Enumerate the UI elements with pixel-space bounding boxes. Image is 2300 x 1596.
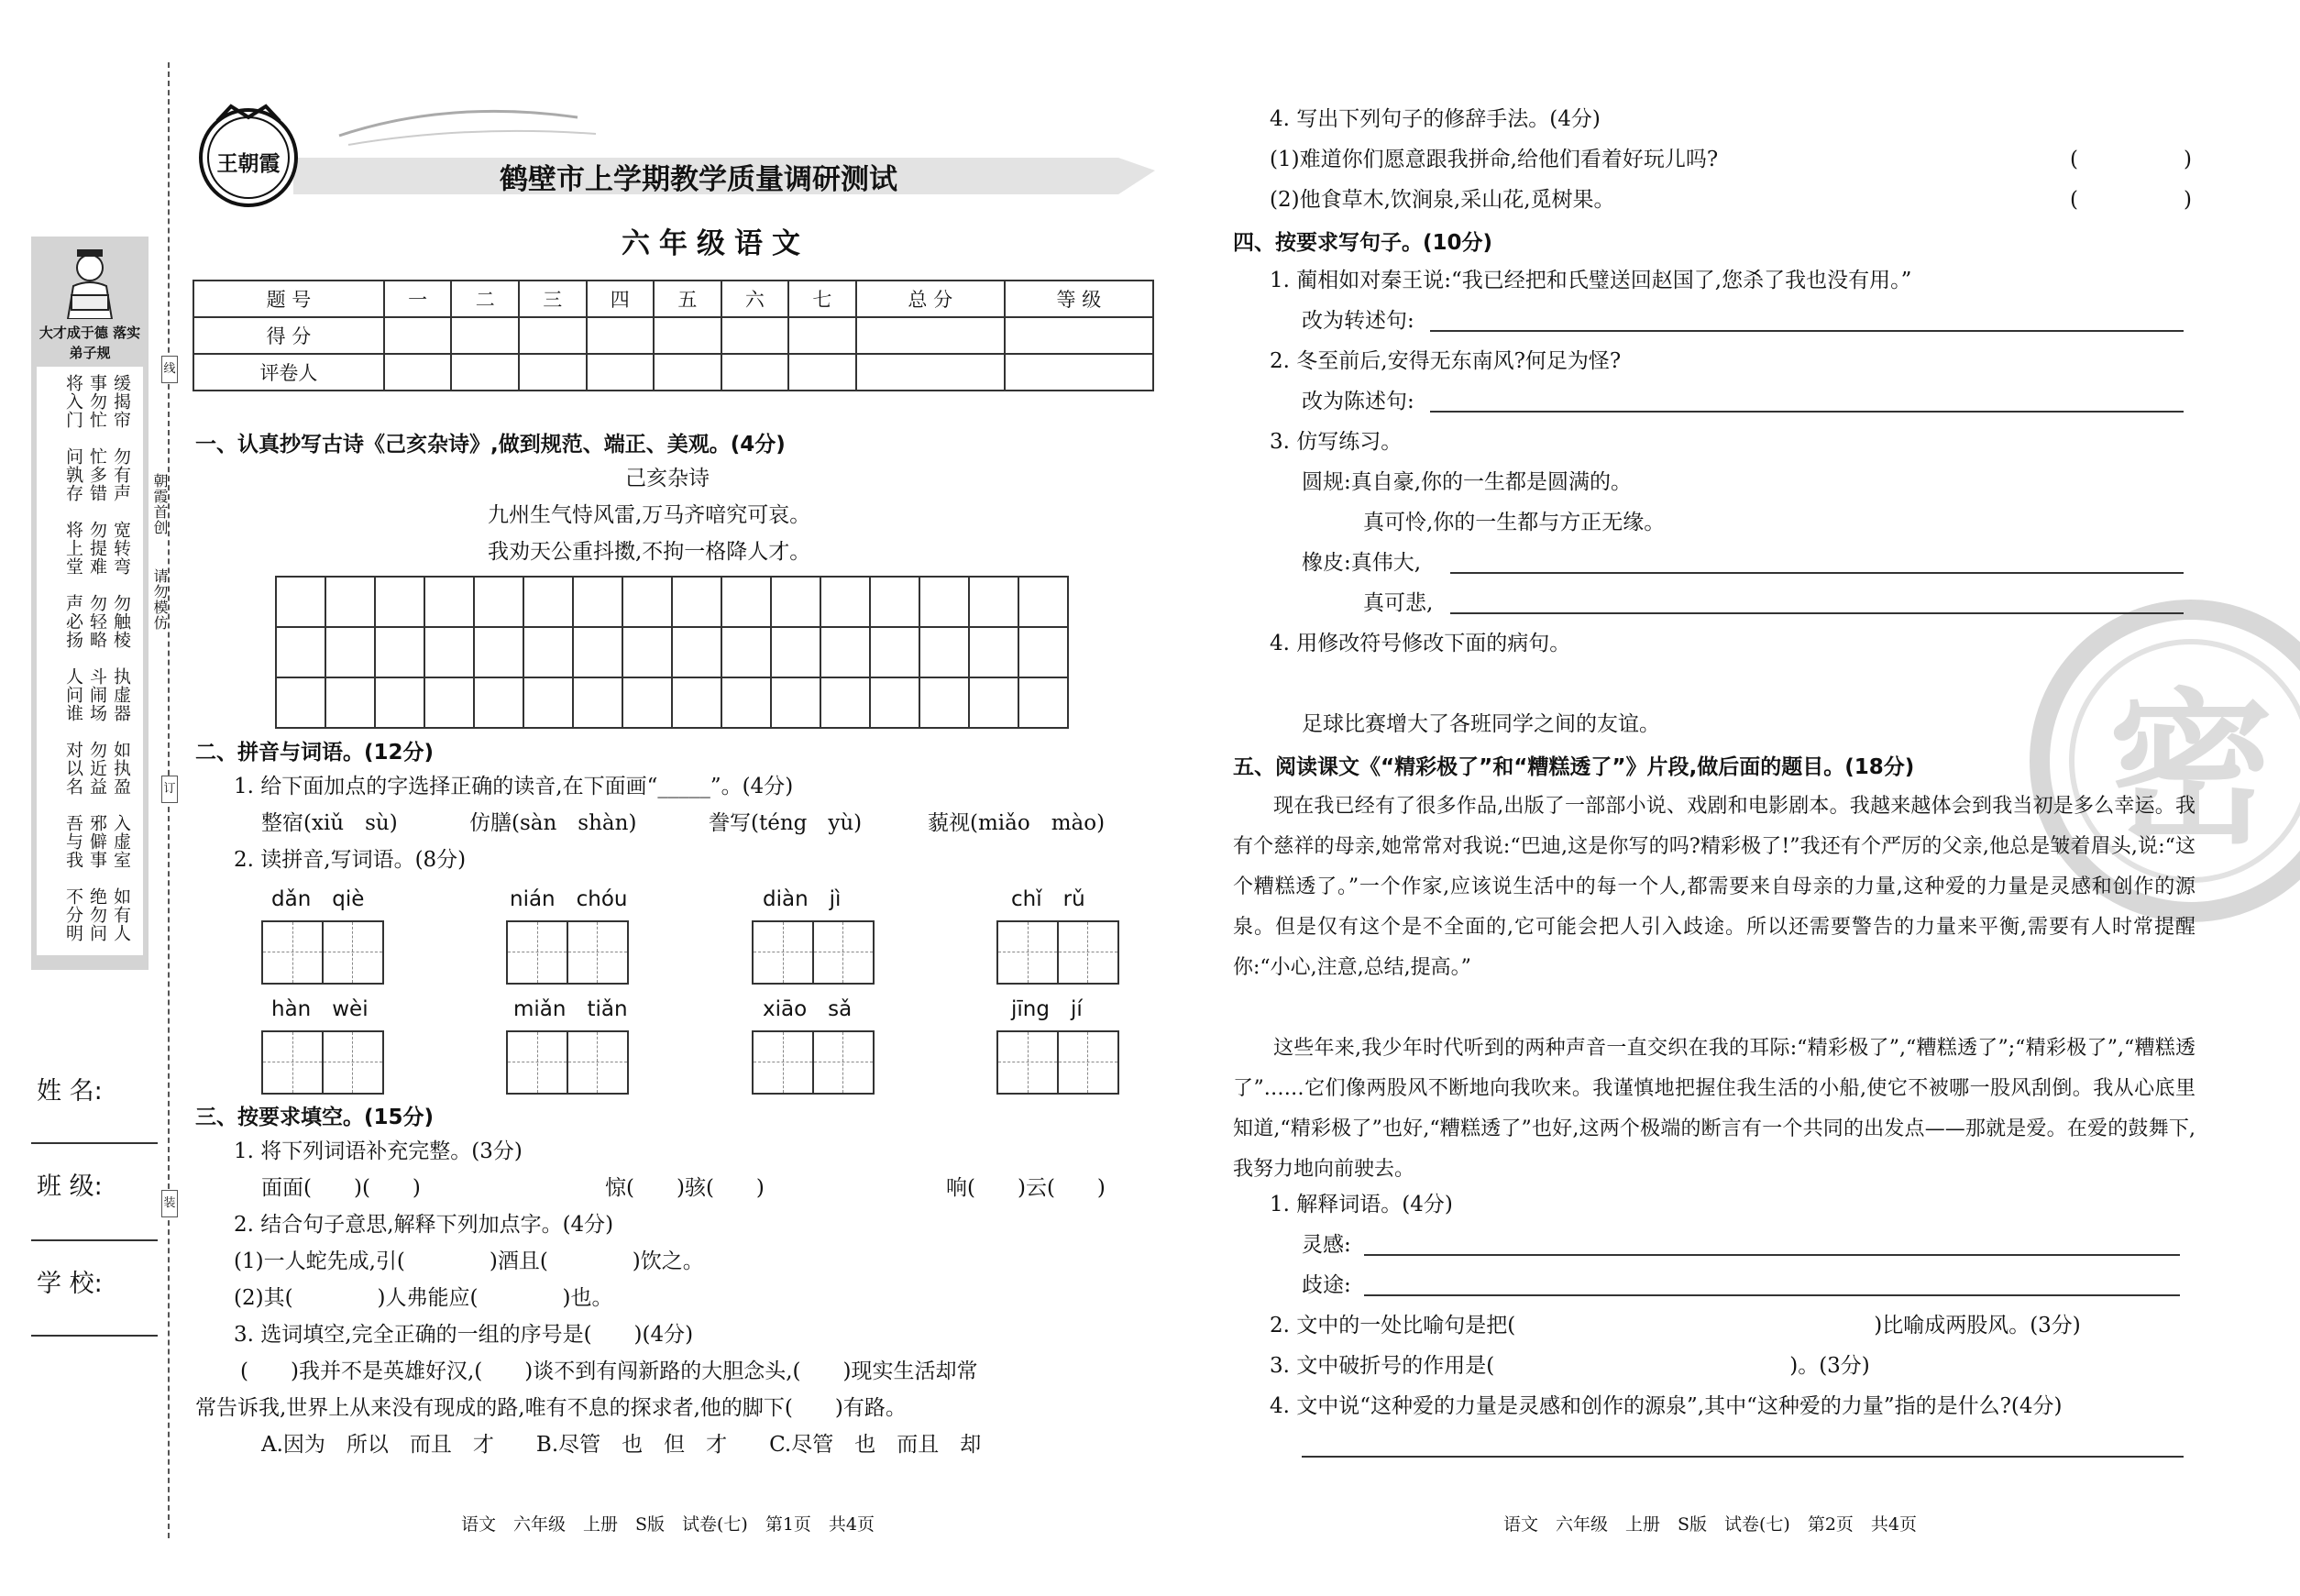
score-cell[interactable] <box>856 317 1005 354</box>
grid-cell[interactable] <box>672 577 721 627</box>
grader-cell[interactable] <box>654 354 721 391</box>
imitation-label: 橡皮:真伟大, <box>1302 551 1422 575</box>
question-4-2: 2. 冬至前后,安得无东南风?何足为怪? <box>1270 349 1622 373</box>
grid-cell[interactable] <box>474 677 523 728</box>
grid-cell[interactable] <box>721 677 771 728</box>
grid-cell[interactable] <box>424 577 474 627</box>
idiom-blank[interactable]: 面面( )( ) <box>261 1176 421 1200</box>
subject-title: 六年级语文 <box>622 227 809 260</box>
grid-cell[interactable] <box>622 627 672 677</box>
sidebar-col: 入虚室 <box>111 814 131 869</box>
answer-line[interactable] <box>1450 572 2184 574</box>
score-header: 一 <box>384 281 452 317</box>
seal-character: 密 <box>2108 673 2274 866</box>
grid-cell[interactable] <box>771 577 820 627</box>
grid-cell[interactable] <box>870 577 919 627</box>
question-5-1: 1. 解释词语。(4分) <box>1270 1193 1453 1216</box>
grader-cell[interactable] <box>384 354 452 391</box>
grader-cell[interactable] <box>451 354 519 391</box>
sidebar-col: 勿提难 <box>87 521 107 576</box>
grid-cell[interactable] <box>870 627 919 677</box>
pinyin-label: jīng jí <box>1011 997 1083 1021</box>
grader-cell[interactable] <box>519 354 587 391</box>
question-5-2[interactable]: 2. 文中的一处比喻句是把( )比喻成两股风。(3分) <box>1270 1314 2081 1337</box>
question-5-4: 4. 文中说“这种爱的力量是灵感和创作的源泉”,其中“这种爱的力量”指的是什么?(4分) <box>1270 1394 2063 1418</box>
answer-line[interactable] <box>1302 1456 2184 1458</box>
grid-cell[interactable] <box>721 577 771 627</box>
grid-cell[interactable] <box>969 577 1018 627</box>
score-header: 等 级 <box>1005 281 1153 317</box>
sidebar-col: 忙多错 <box>87 447 107 502</box>
name-label: 姓 名: <box>37 1077 103 1106</box>
grid-cell[interactable] <box>820 677 870 728</box>
grader-cell[interactable] <box>1005 354 1153 391</box>
copy-writing-grid[interactable] <box>275 576 1069 729</box>
sidebar-col: 声必扬 <box>63 594 83 649</box>
grid-cell[interactable] <box>1018 677 1068 728</box>
poem-title: 己亥杂诗 <box>625 467 710 490</box>
grid-cell[interactable] <box>820 577 870 627</box>
sidebar-col: 将入门 <box>63 374 83 429</box>
class-field[interactable] <box>31 1239 158 1241</box>
answer-line[interactable] <box>1364 1254 2180 1256</box>
cut-mark: 线 <box>161 356 178 383</box>
word-label: 灵感: <box>1302 1233 1351 1257</box>
pinyin-label: dǎn qiè <box>271 887 365 911</box>
school-label: 学 校: <box>37 1270 103 1298</box>
grid-cell[interactable] <box>771 677 820 728</box>
sidebar-col: 执虚器 <box>111 667 131 722</box>
grid-cell[interactable] <box>919 677 969 728</box>
faulty-sentence[interactable]: 足球比赛增大了各班同学之间的友谊。 <box>1302 712 1660 736</box>
fill-sentence[interactable]: ( )我并不是英雄好汉,( )谈不到有闯新路的大胆念头,( )现实生活却常 <box>240 1359 978 1383</box>
question-4-1: 1. 蔺相如对秦王说:“我已经把和氏璧送回赵国了,您杀了我也没有用。” <box>1270 269 1912 292</box>
answer-label: 改为转述句: <box>1302 309 1414 333</box>
cut-mark: 订 <box>161 776 178 803</box>
section-3-title: 三、按要求填空。(15分) <box>195 1106 435 1129</box>
section-1-title: 一、认真抄写古诗《己亥杂诗》,做到规范、端正、美观。(4分) <box>195 433 786 457</box>
explain-blank-line[interactable]: (2)其( )人弗能应( )也。 <box>234 1286 613 1310</box>
grader-cell[interactable] <box>788 354 856 391</box>
grid-cell[interactable] <box>1018 577 1068 627</box>
grid-cell[interactable] <box>325 627 375 677</box>
section-5-title: 五、阅读课文《“精彩极了”和“糟糕透了”》片段,做后面的题目。(18分) <box>1233 755 1915 779</box>
section-2-title: 二、拼音与词语。(12分) <box>195 741 435 765</box>
score-cell[interactable] <box>1005 317 1153 354</box>
grid-cell[interactable] <box>870 677 919 728</box>
score-header: 二 <box>451 281 519 317</box>
grid-cell[interactable] <box>1018 627 1068 677</box>
model-sentence: 圆规:真自豪,你的一生都是圆满的。 <box>1302 470 1633 494</box>
sidebar-col: 如有人 <box>111 887 131 942</box>
copyright-note: 请勿模仿 <box>151 568 169 631</box>
writing-box[interactable] <box>996 920 1119 985</box>
idiom-blank[interactable]: 响( )云( ) <box>946 1176 1106 1200</box>
score-header: 题 号 <box>193 281 384 317</box>
sidebar-motto: 大才成于德 落实弟子规 <box>39 325 141 361</box>
grid-cell[interactable] <box>474 577 523 627</box>
writing-box[interactable] <box>752 1030 875 1095</box>
sidebar-col: 对以名 <box>63 741 83 796</box>
grid-cell[interactable] <box>375 627 424 677</box>
grid-cell[interactable] <box>622 677 672 728</box>
pinyin-label: miǎn tiǎn <box>513 997 628 1021</box>
answer-line[interactable] <box>1450 612 2184 614</box>
question-3-2: 2. 结合句子意思,解释下列加点字。(4分) <box>234 1213 614 1237</box>
answer-line[interactable] <box>1430 411 2184 413</box>
score-header: 总 分 <box>856 281 1005 317</box>
grid-cell[interactable] <box>523 677 573 728</box>
score-row-label: 得 分 <box>193 317 384 354</box>
word-label: 歧途: <box>1302 1273 1351 1297</box>
sidebar-col: 邪僻事 <box>87 814 107 869</box>
copyright-note: 朝霞首创 <box>151 473 169 535</box>
sidebar-col: 绝勿问 <box>87 887 107 942</box>
footer-right: 语文 六年级 上册 S版 试卷(七) 第2页 共4页 <box>1503 1514 1918 1535</box>
reading-paragraph: 现在我已经有了很多作品,出版了一部部小说、戏剧和电影剧本。我越来越体会到我当初是多么幸运。我有个慈祥的母亲,她常常对我说:“巴迪,这是你写的吗?精彩极了!”我还有个严厉的父亲,他总是皱着眉头,说:“这个糟糕透了。”一个作家,应该说生活中的每一个人,都需要来自母亲的力量,这种爱的力量是灵感和创作的源泉。但是仅有这个是不全面的,它可能会把人引入歧途。所以还需要警告的力量来平衡,需要有人时常提醒你:“小心,注意,总结,提高。” <box>1233 795 2195 979</box>
grid-cell[interactable] <box>424 627 474 677</box>
sidebar-col: 勿近益 <box>87 741 107 796</box>
section-4-title: 四、按要求写句子。(10分) <box>1233 231 1493 255</box>
score-header: 三 <box>519 281 587 317</box>
score-header: 六 <box>721 281 789 317</box>
pinyin-label: hàn wèi <box>271 997 369 1021</box>
brand-logo-text: 王朝霞 <box>216 151 281 176</box>
sidebar-col: 勿轻略 <box>87 594 107 649</box>
grid-cell[interactable] <box>573 627 622 677</box>
answer-line[interactable] <box>1430 330 2184 332</box>
question-4-3: 3. 仿写练习。 <box>1270 430 1403 454</box>
score-cell[interactable] <box>519 317 587 354</box>
score-cell[interactable] <box>788 317 856 354</box>
grader-cell[interactable] <box>721 354 789 391</box>
writing-box[interactable] <box>996 1030 1119 1095</box>
cut-mark: 装 <box>161 1190 178 1217</box>
rhetoric-answer[interactable]: ( ) <box>2070 188 2192 212</box>
rhetoric-sentence: (1)难道你们愿意跟我拼命,给他们看着好玩儿吗? <box>1270 148 1719 171</box>
grid-cell[interactable] <box>969 677 1018 728</box>
score-cell[interactable] <box>384 317 452 354</box>
scholar-illustration-icon <box>55 244 125 319</box>
grid-cell[interactable] <box>325 577 375 627</box>
grid-cell[interactable] <box>276 627 325 677</box>
reading-choice[interactable]: 藐视(miǎo mào) <box>928 811 1106 835</box>
sidebar-col: 吾与我 <box>63 814 83 869</box>
pinyin-label: chǐ rǔ <box>1011 887 1085 911</box>
grid-cell[interactable] <box>771 627 820 677</box>
writing-box[interactable] <box>261 1030 384 1095</box>
score-row-label: 评卷人 <box>193 354 384 391</box>
sidebar-panel <box>31 237 149 970</box>
poem-line: 九州生气恃风雷,万马齐喑究可哀。 <box>488 503 811 527</box>
writing-box[interactable] <box>506 920 629 985</box>
grid-cell[interactable] <box>573 677 622 728</box>
school-field[interactable] <box>31 1335 158 1337</box>
question-2-1: 1. 给下面加点的字选择正确的读音,在下面画“_____”。(4分) <box>234 775 794 798</box>
rhetoric-sentence: (2)他食草木,饮涧泉,采山花,觅树果。 <box>1270 188 1615 212</box>
grid-cell[interactable] <box>523 627 573 677</box>
sidebar-col: 勿触棱 <box>111 594 131 649</box>
sidebar-col: 不分明 <box>63 887 83 942</box>
choice-options[interactable]: A.因为 所以 而且 才 B.尽管 也 但 才 C.尽管 也 而且 却 <box>261 1433 982 1457</box>
grid-cell[interactable] <box>474 627 523 677</box>
score-header: 四 <box>587 281 655 317</box>
grid-cell[interactable] <box>276 677 325 728</box>
grid-cell[interactable] <box>672 627 721 677</box>
writing-box[interactable] <box>506 1030 629 1095</box>
sidebar-col: 将上堂 <box>63 521 83 576</box>
reading-choice[interactable]: 仿膳(sàn shàn) <box>469 811 637 835</box>
score-table <box>193 280 1154 391</box>
sidebar-col: 缓揭帘 <box>111 374 131 429</box>
reading-choice[interactable]: 整宿(xiǔ sù) <box>261 811 398 835</box>
grader-cell[interactable] <box>856 354 1005 391</box>
idiom-blank[interactable]: 惊( )骇( ) <box>605 1176 765 1200</box>
grid-cell[interactable] <box>325 677 375 728</box>
grid-cell[interactable] <box>721 627 771 677</box>
answer-label: 改为陈述句: <box>1302 390 1414 413</box>
name-field[interactable] <box>31 1142 158 1144</box>
grid-cell[interactable] <box>622 577 672 627</box>
model-sentence: 真可怜,你的一生都与方正无缘。 <box>1363 511 1666 534</box>
answer-line[interactable] <box>1364 1294 2180 1296</box>
question-2-2: 2. 读拼音,写词语。(8分) <box>234 848 467 872</box>
grid-cell[interactable] <box>919 577 969 627</box>
grid-cell[interactable] <box>276 577 325 627</box>
writing-box[interactable] <box>752 920 875 985</box>
grid-cell[interactable] <box>375 677 424 728</box>
grid-cell[interactable] <box>820 627 870 677</box>
sidebar-col: 如执盈 <box>111 741 131 796</box>
class-label: 班 级: <box>37 1172 103 1201</box>
sidebar-col: 人问谁 <box>63 667 83 722</box>
poem-line: 我劝天公重抖擞,不拘一格降人才。 <box>488 540 811 564</box>
sidebar-col: 事勿忙 <box>87 374 107 429</box>
question-3-1: 1. 将下列词语补充完整。(3分) <box>234 1139 523 1163</box>
sidebar-col: 问孰存 <box>63 447 83 502</box>
grid-cell[interactable] <box>573 577 622 627</box>
question-3-3[interactable]: 3. 选词填空,完全正确的一组的序号是( )(4分) <box>234 1323 694 1347</box>
score-cell[interactable] <box>587 317 655 354</box>
explain-blank-line[interactable]: (1)一人蛇先成,引( )酒且( )饮之。 <box>234 1249 704 1273</box>
question-5-3[interactable]: 3. 文中破折号的作用是( )。(3分) <box>1270 1354 1870 1378</box>
reading-choice[interactable]: 誊写(téng yù) <box>709 811 863 835</box>
score-cell[interactable] <box>654 317 721 354</box>
grid-cell[interactable] <box>424 677 474 728</box>
question-4-4: 4. 用修改符号修改下面的病句。 <box>1270 632 1571 655</box>
score-header: 五 <box>654 281 721 317</box>
exam-title: 鹤壁市上学期教学质量调研测试 <box>500 163 897 196</box>
grid-cell[interactable] <box>969 627 1018 677</box>
grader-cell[interactable] <box>587 354 655 391</box>
grid-cell[interactable] <box>523 577 573 627</box>
footer-left: 语文 六年级 上册 S版 试卷(七) 第1页 共4页 <box>461 1514 875 1535</box>
sidebar-col: 斗闹场 <box>87 667 107 722</box>
score-cell[interactable] <box>721 317 789 354</box>
fill-sentence[interactable]: 常告诉我,世界上从来没有现成的路,唯有不息的探求者,他的脚下( )有路。 <box>195 1396 907 1420</box>
rhetoric-answer[interactable]: ( ) <box>2070 148 2192 171</box>
grid-cell[interactable] <box>375 577 424 627</box>
reading-paragraph: 这些年来,我少年时代听到的两种声音一直交织在我的耳际:“精彩极了”,“糟糕透了”;“精彩极了”,“糟糕透了”……它们像两股风不断地向我吹来。我谨慎地把握住我生活的小船,使它不被哪一股风刮倒。我从心底里知道,“精彩极了”也好,“糟糕透了”也好,这两个极端的断言有一个共同的出发点——那就是爱。在爱的鼓舞下,我努力地向前驶去。 <box>1233 1037 2195 1181</box>
question-3-4: 4. 写出下列句子的修辞手法。(4分) <box>1270 107 1601 131</box>
writing-box[interactable] <box>261 920 384 985</box>
sidebar-col: 宽转弯 <box>111 521 131 576</box>
pinyin-label: xiāo sǎ <box>763 997 853 1021</box>
pinyin-label: nián chóu <box>510 887 628 911</box>
pinyin-label: diàn jì <box>763 887 842 911</box>
sidebar-col: 勿有声 <box>111 447 131 502</box>
imitation-label: 真可悲, <box>1363 591 1434 615</box>
grid-cell[interactable] <box>919 627 969 677</box>
grid-cell[interactable] <box>672 677 721 728</box>
score-header: 七 <box>788 281 856 317</box>
score-cell[interactable] <box>451 317 519 354</box>
